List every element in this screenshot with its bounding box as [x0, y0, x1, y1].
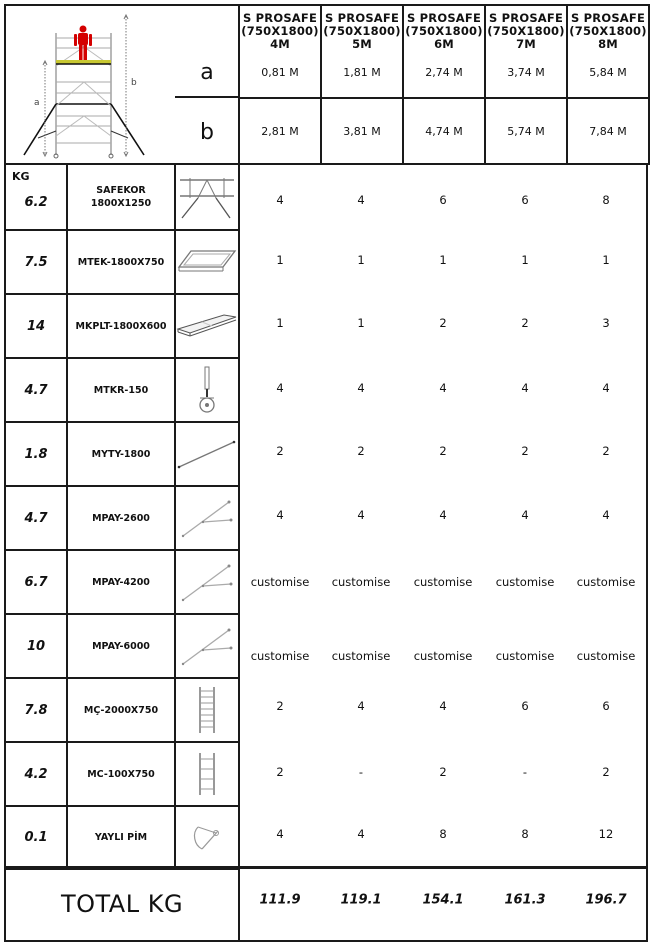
- total-value: 154.1: [422, 892, 464, 908]
- model-size: (750X1800): [487, 24, 565, 38]
- model-height: 4M: [270, 37, 290, 51]
- item-weight: 4.7: [24, 510, 48, 526]
- quantity-cell: 6: [521, 699, 529, 713]
- dimension-b-cell: [238, 97, 322, 165]
- item-weight: 1.8: [24, 446, 48, 462]
- quantity-cell: 8: [521, 827, 529, 841]
- quantity-cell: customise: [576, 575, 636, 589]
- dimension-b-value: 4,74 M: [425, 124, 463, 138]
- item-name-cell: [66, 805, 176, 870]
- model-header-cell: [320, 4, 404, 99]
- item-weight: 6.2: [24, 194, 48, 210]
- item-name-cell: [66, 421, 176, 487]
- quantity-cell: customise: [576, 649, 636, 663]
- item-name-cell: [66, 357, 176, 423]
- ladder-frame-small-icon: [195, 751, 219, 797]
- model-height: 5M: [352, 37, 372, 51]
- quantity-cell: 6: [439, 193, 447, 207]
- row-a-label: a: [200, 59, 214, 85]
- quantity-cell: customise: [331, 575, 391, 589]
- quantity-cell: 4: [357, 508, 365, 522]
- model-name: S PROSAFE: [406, 11, 482, 25]
- item-image-cell: [174, 229, 240, 295]
- dimension-a-value: 2,74 M: [425, 66, 463, 79]
- item-image-cell: [174, 549, 240, 615]
- quantity-cell: 12: [598, 827, 614, 841]
- model-name: S PROSAFE: [242, 11, 318, 25]
- kg-column-header: KG: [12, 170, 30, 183]
- model-header-cell: [238, 4, 322, 99]
- item-weight: 6.7: [24, 574, 48, 590]
- item-name-cell: [66, 229, 176, 295]
- kg-cell: [4, 741, 68, 807]
- quantity-cell: 4: [602, 508, 610, 522]
- model-name: S PROSAFE: [324, 11, 400, 25]
- quantity-cell: customise: [250, 649, 310, 663]
- kg-cell: [4, 357, 68, 423]
- item-image-cell: [174, 485, 240, 551]
- kg-cell: [4, 805, 68, 870]
- quantity-cell: 1: [602, 253, 610, 267]
- guardrail-frame-icon: [178, 172, 236, 222]
- quantity-cell: 2: [439, 316, 447, 330]
- quantity-cell: 2: [521, 316, 529, 330]
- total-value: 161.3: [504, 892, 546, 908]
- item-image-cell: [174, 357, 240, 423]
- dimension-b-value: 7,84 M: [589, 124, 627, 138]
- model-height: 7M: [516, 37, 536, 51]
- model-name: S PROSAFE: [570, 11, 646, 25]
- item-image-cell: [174, 677, 240, 743]
- item-name-cell: [66, 163, 176, 231]
- dimension-a-value: 1,81 M: [343, 66, 381, 79]
- quantity-cell: 1: [357, 316, 365, 330]
- quantity-cell: 4: [439, 508, 447, 522]
- quantity-cell: 4: [276, 193, 284, 207]
- quantity-cell: customise: [495, 649, 555, 663]
- model-size: (750X1800): [405, 24, 483, 38]
- quantity-cell: 2: [357, 444, 365, 458]
- quantity-cell: 2: [276, 444, 284, 458]
- diagonal-brace-icon: [176, 437, 238, 471]
- ab-divider: [175, 96, 239, 98]
- item-weight: 10: [26, 638, 46, 654]
- quantity-cell: 2: [276, 699, 284, 713]
- item-image-cell: [174, 293, 240, 359]
- dimension-b-value: 3,81 M: [343, 124, 381, 138]
- quantity-cell: -: [358, 765, 364, 779]
- model-height: 8M: [598, 37, 618, 51]
- quantity-cell: 4: [357, 193, 365, 207]
- outrigger-icon: [177, 496, 237, 540]
- dimension-b-value: 5,74 M: [507, 124, 545, 138]
- quantity-cell: 1: [439, 253, 447, 267]
- item-name-cell: [66, 741, 176, 807]
- item-name: MTEK-1800X750: [77, 256, 165, 268]
- item-name: MPAY-4200: [92, 576, 150, 588]
- dimension-a-value: 3,74 M: [507, 66, 545, 79]
- outrigger-icon: [177, 560, 237, 604]
- item-weight: 0.1: [24, 830, 48, 845]
- quantity-cell: 1: [276, 253, 284, 267]
- quantity-cell: 4: [357, 381, 365, 395]
- dimension-b-cell: [320, 97, 404, 165]
- item-image-cell: [174, 741, 240, 807]
- quantity-cell: 3: [602, 316, 610, 330]
- quantity-cell: 2: [602, 444, 610, 458]
- item-name: MTKR-150: [93, 384, 149, 396]
- quantity-cell: 2: [439, 765, 447, 779]
- total-value: 119.1: [340, 892, 382, 908]
- dimension-b-cell: [402, 97, 486, 165]
- model-header-cell: [402, 4, 486, 99]
- kg-cell: [4, 229, 68, 295]
- item-weight: 4.2: [24, 766, 48, 782]
- model-header-cell: [566, 4, 650, 99]
- quantity-cell: customise: [331, 649, 391, 663]
- dimension-b-cell: [566, 97, 650, 165]
- outrigger-icon: [177, 624, 237, 668]
- item-name-cell: [66, 677, 176, 743]
- item-name-cell: [66, 485, 176, 551]
- kg-cell: [4, 677, 68, 743]
- quantity-cell: customise: [413, 575, 473, 589]
- item-name-cell: [66, 293, 176, 359]
- kg-cell: [4, 485, 68, 551]
- item-name: YAYLI PİM: [94, 832, 148, 843]
- item-name: MÇ-2000X750: [83, 704, 159, 716]
- dimension-b-value: 2,81 M: [261, 124, 299, 138]
- item-image-cell: [174, 613, 240, 679]
- scaffold-tower-icon: [8, 6, 168, 161]
- model-header-cell: [484, 4, 568, 99]
- quantity-cell: customise: [413, 649, 473, 663]
- quantity-cell: 4: [521, 508, 529, 522]
- person-figure-icon: [74, 26, 92, 61]
- item-weight: 7.8: [24, 702, 48, 718]
- quantity-cell: 6: [602, 699, 610, 713]
- model-size: (750X1800): [569, 24, 647, 38]
- quantity-cell: 4: [276, 827, 284, 841]
- kg-cell: [4, 549, 68, 615]
- item-weight: 14: [26, 318, 46, 334]
- item-name: MC-100X750: [87, 768, 155, 780]
- dimension-a-value: 5,84 M: [589, 66, 627, 79]
- quantity-cell: 2: [439, 444, 447, 458]
- item-image-cell: [174, 805, 240, 870]
- item-name-cell: [66, 613, 176, 679]
- item-name: SAFEKOR 1800X1250: [90, 185, 152, 209]
- quantity-cell: 4: [357, 699, 365, 713]
- quantity-cell: 2: [276, 765, 284, 779]
- item-name: MPAY-2600: [92, 512, 150, 524]
- item-name: MKPLT-1800X600: [75, 320, 167, 332]
- quantity-cell: 1: [521, 253, 529, 267]
- quantity-cell: customise: [250, 575, 310, 589]
- castor-wheel-icon: [192, 365, 222, 415]
- dimension-b-cell: [484, 97, 568, 165]
- total-label-cell: [4, 866, 240, 942]
- item-weight: 4.7: [24, 382, 48, 398]
- item-name: MPAY-6000: [92, 640, 150, 652]
- quantity-cell: 4: [521, 381, 529, 395]
- quantity-cell: 1: [276, 316, 284, 330]
- item-image-cell: [174, 163, 240, 231]
- quantity-cell: 4: [357, 827, 365, 841]
- item-name: MYTY-1800: [91, 448, 151, 460]
- dimension-a-value: 0,81 M: [261, 66, 299, 79]
- quantity-cell: 4: [602, 381, 610, 395]
- model-size: (750X1800): [323, 24, 401, 38]
- model-name: S PROSAFE: [488, 11, 564, 25]
- item-name-cell: [66, 549, 176, 615]
- total-label: TOTAL KG: [60, 890, 184, 918]
- kg-cell: [4, 421, 68, 487]
- quantity-cell: 4: [276, 508, 284, 522]
- item-weight: 7.5: [24, 254, 48, 270]
- quantity-cell: 2: [602, 765, 610, 779]
- plank-icon: [176, 311, 238, 341]
- dimension-a-label: a: [34, 98, 40, 108]
- kg-cell: [4, 293, 68, 359]
- quantity-cell: 8: [439, 827, 447, 841]
- quantity-cell: 4: [276, 381, 284, 395]
- quantity-cell: -: [522, 765, 528, 779]
- item-image-cell: [174, 421, 240, 487]
- ladder-frame-icon: [195, 685, 219, 735]
- total-value: 111.9: [259, 892, 301, 908]
- quantity-cell: 2: [521, 444, 529, 458]
- quantity-cell: 1: [357, 253, 365, 267]
- total-value: 196.7: [585, 892, 627, 908]
- dimension-b-label: b: [131, 78, 137, 88]
- platform-frame-icon: [177, 247, 237, 277]
- model-size: (750X1800): [241, 24, 319, 38]
- quantity-cell: 4: [439, 381, 447, 395]
- row-b-label: b: [200, 119, 214, 145]
- quantity-cell: 4: [439, 699, 447, 713]
- quantity-cell: customise: [495, 575, 555, 589]
- quantity-cell: 6: [521, 193, 529, 207]
- kg-cell: [4, 613, 68, 679]
- spring-pin-icon: [190, 821, 224, 855]
- model-height: 6M: [434, 37, 454, 51]
- quantity-cell: 8: [602, 193, 610, 207]
- scaffold-diagram: [8, 6, 168, 161]
